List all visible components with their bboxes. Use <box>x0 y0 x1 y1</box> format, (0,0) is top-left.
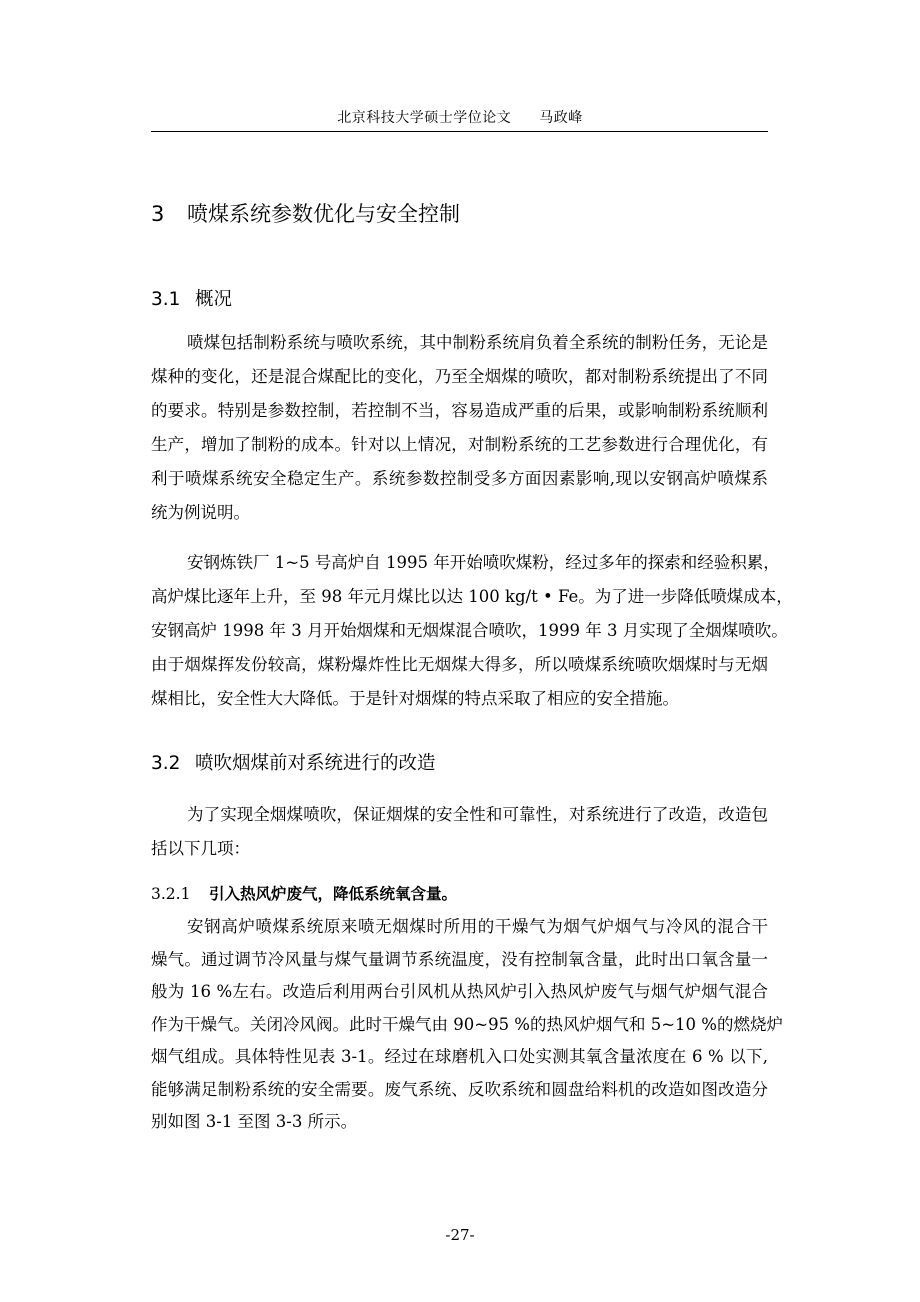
section-heading-3-2 <box>151 749 436 775</box>
text-line: 作为干燥气。关闭冷风阀。此时干燥气由 90~95 %的热风炉烟气和 5~10 %的燃烧炉 <box>151 1014 783 1034</box>
text-line: 燥气。通过调节冷风量与煤气量调节系统温度，没有控制氧含量，此时出口氧含量一 <box>151 949 768 969</box>
text-line: 统为例说明。 <box>151 503 250 522</box>
text-line: 般为 16 %左右。改造后利用两台引风机从热风炉引入热风炉废气与烟气炉烟气混合 <box>151 982 768 1001</box>
section-heading-3-1 <box>151 285 232 311</box>
text-line: 烟气组成。具体特性见表 3-1。经过在球磨机入口处实测其氧含量浓度在 6 % 以下, <box>151 1047 768 1066</box>
chapter-title: 喷煤系统参数优化与安全控制 <box>187 202 460 226</box>
section-title: 喷吹烟煤前对系统进行的改造 <box>195 753 436 774</box>
subsection-number: 3.2.1 <box>151 885 191 903</box>
header-author: 马政峰 <box>539 110 583 126</box>
text-line: 煤种的变化，还是混合煤配比的变化，乃至全烟煤的喷吹，都对制粉系统提出了不同 <box>151 367 768 386</box>
text-line: 高炉煤比逐年上升，至 98 年元月煤比以达 100 kg/t • Fe。为了进一步降低喷煤成本， <box>151 587 793 606</box>
page-number: -27- <box>445 1226 475 1244</box>
text-line: 安钢高炉 1998 年 3 月开始烟煤和无烟煤混合喷吹，1999 年 3 月实现了全烟煤喷吹。 <box>151 621 788 640</box>
subsection-title: 引入热风炉废气，降低系统氧含量。 <box>209 885 458 903</box>
text-line: 喷煤包括制粉系统与喷吹系统，其中制粉系统肩负着全系统的制粉任务，无论是 <box>187 333 768 352</box>
section-number: 3.2 <box>151 753 181 774</box>
section-title: 概况 <box>195 289 233 310</box>
chapter-number: 3 <box>151 202 165 226</box>
paragraph-overview <box>151 326 768 530</box>
text-line: 生产，增加了制粉的成本。针对以上情况，对制粉系统的工艺参数进行合理优化，有 <box>151 435 768 454</box>
text-line: 安钢炼铁厂 1~5 号高炉自 1995 年开始喷吹煤粉，经过多年的探索和经验积累， <box>187 553 780 572</box>
header-rule <box>151 131 768 132</box>
text-line: 煤相比，安全性大大降低。于是针对烟煤的特点采取了相应的安全措施。 <box>151 689 679 708</box>
text-line: 利于喷煤系统安全稳定生产。系统参数控制受多方面因素影响,现以安钢高炉喷煤系 <box>151 469 768 488</box>
text-line: 安钢高炉喷煤系统原来喷无烟煤时所用的干燥气为烟气炉烟气与冷风的混合干 <box>187 917 768 936</box>
subsection-heading-3-2-1 <box>151 882 457 904</box>
chapter-heading <box>151 198 460 228</box>
text-line: 别如图 3-1 至图 3-3 所示。 <box>151 1112 358 1131</box>
paragraph-hot-stove-gas <box>151 911 783 1139</box>
text-line: 为了实现全烟煤喷吹，保证烟煤的安全性和可靠性，对系统进行了改造，改造包 <box>187 805 768 824</box>
text-line: 括以下几项： <box>151 839 250 858</box>
running-header <box>0 107 920 127</box>
text-line: 由于烟煤挥发份较高，煤粉爆炸性比无烟煤大得多，所以喷煤系统喷吹烟煤时与无烟 <box>151 655 768 674</box>
paragraph-anyang-history <box>151 546 793 716</box>
section-number: 3.1 <box>151 289 181 310</box>
text-line: 的要求。特别是参数控制，若控制不当，容易造成严重的后果，或影响制粉系统顺利 <box>151 401 768 420</box>
paragraph-retrofit-intro <box>151 798 768 866</box>
text-line: 能够满足制粉系统的安全需要。废气系统、反吹系统和圆盘给料机的改造如图改造分 <box>151 1079 768 1099</box>
header-school: 北京科技大学硕士学位论文 <box>337 110 512 126</box>
